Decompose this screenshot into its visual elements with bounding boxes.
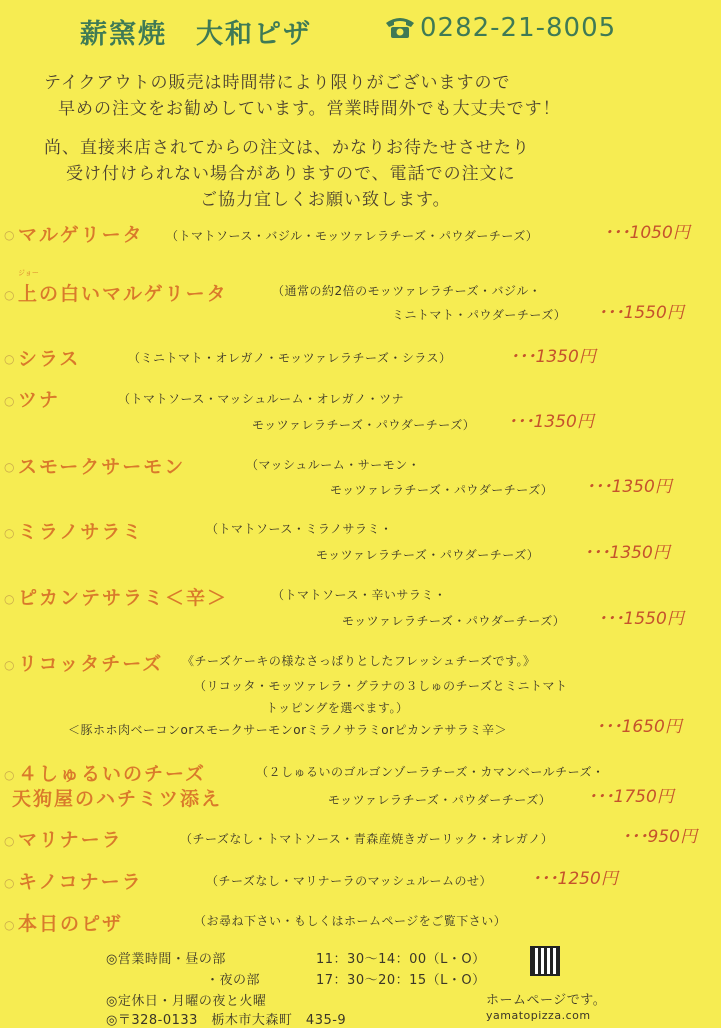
menu-item-name: ミラノサラミ <box>18 521 144 543</box>
menu-item-desc-2: モッツァレラチーズ・パウダーチーズ） <box>316 548 540 562</box>
menu-item-price: ･･･1250円 <box>532 869 618 889</box>
menu-item-name-2: 天狗屋のハチミツ添え <box>12 788 223 810</box>
bullet: ○ <box>4 834 15 848</box>
bullet: ○ <box>4 592 15 606</box>
menu-item-desc: （ミニトマト・オレガノ・モッツァレラチーズ・シラス） <box>128 351 452 365</box>
bullet: ○ <box>4 394 15 408</box>
menu-item-desc: 《チーズケーキの様なさっぱりとしたフレッシュチーズです。》 <box>182 654 536 668</box>
menu-item-price: ･･･950円 <box>622 827 697 847</box>
menu-item-price: ･･･1750円 <box>588 787 674 807</box>
intro-line-4: 受け付けられない場合がありますので、電話での注文に <box>66 164 516 184</box>
menu-item-desc: （トマトソース・ミラノサラミ・ <box>206 522 393 536</box>
hours-dinner: 17：30〜20：15（L・O） <box>316 973 486 988</box>
menu-item-name: スモークサーモン <box>18 456 186 478</box>
menu-item-name: ツナ <box>18 389 61 411</box>
bullet: ○ <box>4 228 15 242</box>
menu-item-price: ･･･1350円 <box>510 347 596 367</box>
menu-item-desc: （チーズなし・マリナーラのマッシュルームのせ） <box>206 874 492 888</box>
menu-item-desc-2: モッツァレラチーズ・パウダーチーズ） <box>252 418 476 432</box>
menu-item-desc: （トマトソース・バジル・モッツァレラチーズ・パウダーチーズ） <box>166 229 539 243</box>
homepage-caption: ホームページです。 <box>486 993 607 1008</box>
menu-item-desc: （マッシュルーム・サーモン・ <box>246 458 421 472</box>
shop-name: 薪窯焼 大和ピザ <box>80 19 312 50</box>
address: ◎〒328-0133 栃木市大森町 435-9 <box>106 1013 347 1028</box>
phone-number-block[interactable] <box>384 13 616 43</box>
menu-item-price: ･･･1350円 <box>586 477 672 497</box>
menu-item-desc: （トマトソース・マッシュルーム・オレガノ・ツナ <box>118 392 405 406</box>
dinner-label: ・夜の部 <box>206 973 261 988</box>
hours-lunch: 11：30〜14：00（L・O） <box>316 952 486 967</box>
hours-label: ◎営業時間・昼の部 <box>106 952 226 967</box>
bullet: ○ <box>4 658 15 672</box>
menu-item-price: ･･･1550円 <box>598 303 684 323</box>
menu-item-desc-4: ＜豚ホホ肉ベーコンorスモークサーモンorミラノサラミorピカンテサラミ辛＞ <box>68 723 507 737</box>
menu-item-name: キノコナーラ <box>18 871 143 893</box>
menu-item-name: ピカンテサラミ＜辛＞ <box>18 587 229 609</box>
bullet: ○ <box>4 526 15 540</box>
homepage-url[interactable]: yamatopizza.com <box>486 1009 591 1022</box>
qr-code-icon[interactable] <box>530 946 560 976</box>
intro-line-1: テイクアウトの販売は時間帯により限りがございますので <box>44 73 511 93</box>
menu-item-desc: （トマトソース・辛いサラミ・ <box>272 588 447 602</box>
bullet: ○ <box>4 918 15 932</box>
menu-item-desc: （２しゅるいのゴルゴンゾーラチーズ・カマンベールチーズ・ <box>256 765 605 779</box>
menu-item-desc: （チーズなし・トマトソース・青森産焼きガーリック・オレガノ） <box>180 832 554 846</box>
bullet: ○ <box>4 460 15 474</box>
intro-line-2: 早めの注文をお勧めしています。営業時間外でも大丈夫です！ <box>58 99 561 119</box>
ruby-annotation: ジョー <box>18 269 39 277</box>
bullet: ○ <box>4 768 15 782</box>
menu-item-name: ４しゅるいのチーズ <box>18 763 207 785</box>
menu-item-desc: （通常の約2倍のモッツァレラチーズ・バジル・ <box>272 284 542 298</box>
menu-item-desc-2: モッツァレラチーズ・パウダーチーズ） <box>328 793 552 807</box>
menu-item-desc-3: トッピングを選べます。） <box>266 701 409 715</box>
menu-item-name: シラス <box>18 348 81 370</box>
bullet: ○ <box>4 288 15 302</box>
menu-item-price: ･･･1650円 <box>596 717 682 737</box>
telephone-icon <box>384 15 416 39</box>
menu-item-name: マリナーラ <box>18 829 123 851</box>
menu-item-desc-2: （リコッタ・モッツァレラ・グラナの３しゅのチーズとミニトマト <box>194 679 568 693</box>
bullet: ○ <box>4 876 15 890</box>
menu-item-desc-2: モッツァレラチーズ・パウダーチーズ） <box>330 483 554 497</box>
menu-item-desc-2: ミニトマト・パウダーチーズ） <box>392 308 567 322</box>
menu-item-desc: （お尋ね下さい・もしくはホームページをご覧下さい） <box>194 914 507 928</box>
phone-number: 0282-21-8005 <box>420 13 617 43</box>
menu-item-name: リコッタチーズ <box>18 653 164 675</box>
menu-item-price: ･･･1050円 <box>604 223 690 243</box>
menu-item-name: 上の白いマルゲリータ <box>18 283 228 305</box>
intro-line-3: 尚、直接来店されてからの注文は、かなりお待たせさせたり <box>44 138 530 158</box>
bullet: ○ <box>4 352 15 366</box>
menu-item-price: ･･･1350円 <box>584 543 670 563</box>
menu-item-desc-2: モッツァレラチーズ・パウダーチーズ） <box>342 614 566 628</box>
menu-item-price: ･･･1550円 <box>598 609 684 629</box>
intro-line-5: ご協力宜しくお願い致します。 <box>200 190 451 210</box>
closed-days: ◎定休日・月曜の夜と火曜 <box>106 994 267 1009</box>
menu-item-name: 本日のピザ <box>18 913 124 935</box>
menu-item-name: マルゲリータ <box>18 224 144 246</box>
menu-item-price: ･･･1350円 <box>508 412 594 432</box>
